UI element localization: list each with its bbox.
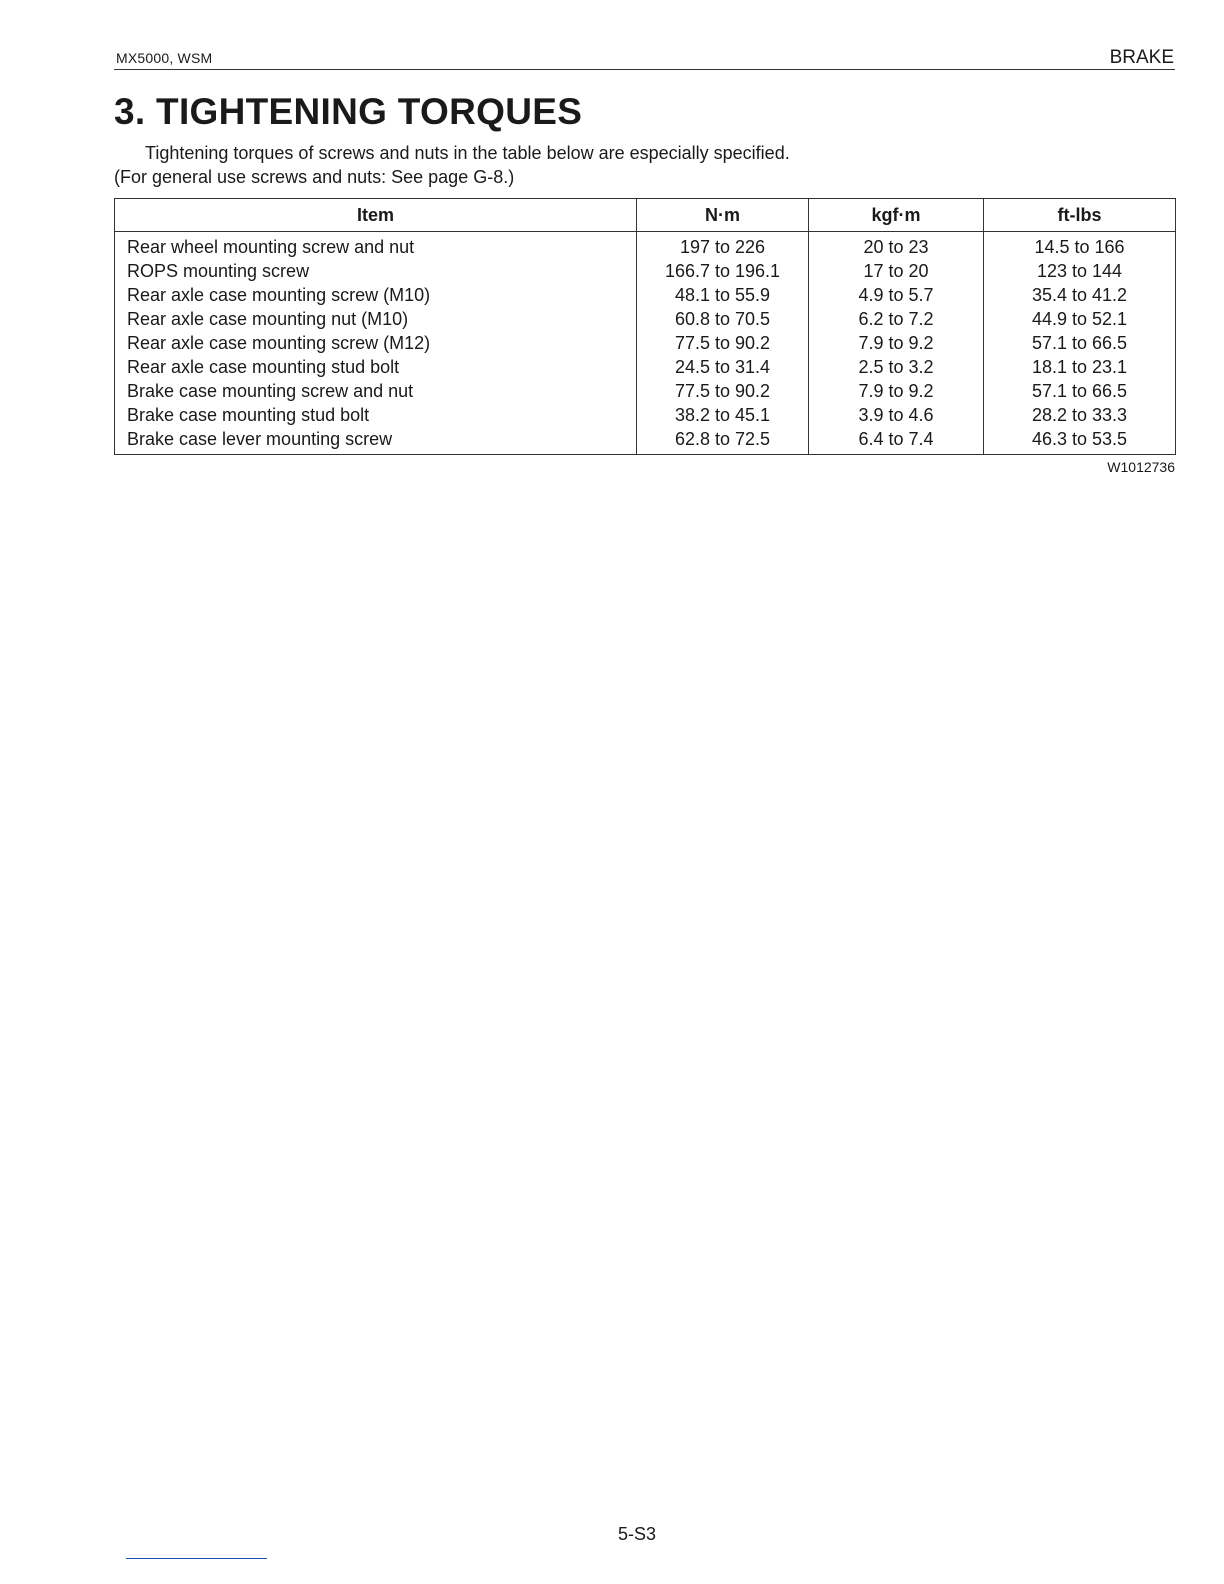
reference-code: W1012736 <box>1107 459 1175 475</box>
cell-item: Brake case lever mounting screw <box>115 427 637 455</box>
header-item: Item <box>115 199 637 232</box>
cell-kgfm: 4.9 to 5.7 <box>809 283 984 307</box>
cell-ftlbs: 28.2 to 33.3 <box>984 403 1176 427</box>
table-row <box>115 379 1176 403</box>
cell-kgfm: 6.4 to 7.4 <box>809 427 984 455</box>
cell-nm: 77.5 to 90.2 <box>637 379 809 403</box>
cell-nm: 60.8 to 70.5 <box>637 307 809 331</box>
table-row <box>115 403 1176 427</box>
table-row <box>115 283 1176 307</box>
cell-ftlbs: 46.3 to 53.5 <box>984 427 1176 455</box>
cell-item: ROPS mounting screw <box>115 259 637 283</box>
header-manual-name: MX5000, WSM <box>116 50 213 66</box>
cell-nm: 166.7 to 196.1 <box>637 259 809 283</box>
cell-item: Rear wheel mounting screw and nut <box>115 232 637 260</box>
cell-item: Brake case mounting stud bolt <box>115 403 637 427</box>
cell-item: Rear axle case mounting screw (M10) <box>115 283 637 307</box>
page-title: 3. TIGHTENING TORQUES <box>114 91 583 132</box>
header-ftlbs: ft-lbs <box>984 199 1176 232</box>
cell-ftlbs: 57.1 to 66.5 <box>984 331 1176 355</box>
table-row <box>115 259 1176 283</box>
table-header-row <box>115 199 1176 232</box>
cell-ftlbs: 14.5 to 166 <box>984 232 1176 260</box>
cell-kgfm: 3.9 to 4.6 <box>809 403 984 427</box>
cell-kgfm: 20 to 23 <box>809 232 984 260</box>
cell-ftlbs: 44.9 to 52.1 <box>984 307 1176 331</box>
cell-item: Brake case mounting screw and nut <box>115 379 637 403</box>
cell-ftlbs: 57.1 to 66.5 <box>984 379 1176 403</box>
table-row <box>115 331 1176 355</box>
header-nm: N·m <box>637 199 809 232</box>
cell-kgfm: 7.9 to 9.2 <box>809 379 984 403</box>
table-row <box>115 232 1176 260</box>
table-row <box>115 355 1176 379</box>
header-rule <box>114 69 1175 70</box>
intro-line-1: Tightening torques of screws and nuts in the table below are especially specified. <box>145 143 790 163</box>
table-row <box>115 307 1176 331</box>
cell-kgfm: 6.2 to 7.2 <box>809 307 984 331</box>
cell-kgfm: 17 to 20 <box>809 259 984 283</box>
cell-nm: 24.5 to 31.4 <box>637 355 809 379</box>
cell-item: Rear axle case mounting nut (M10) <box>115 307 637 331</box>
page-number: 5-S3 <box>617 1524 657 1544</box>
cell-kgfm: 7.9 to 9.2 <box>809 331 984 355</box>
table-row <box>115 427 1176 455</box>
torque-table <box>114 198 1176 455</box>
cell-nm: 62.8 to 72.5 <box>637 427 809 455</box>
cell-nm: 38.2 to 45.1 <box>637 403 809 427</box>
cell-ftlbs: 18.1 to 23.1 <box>984 355 1176 379</box>
header-kgfm: kgf·m <box>809 199 984 232</box>
cell-item: Rear axle case mounting stud bolt <box>115 355 637 379</box>
cell-nm: 48.1 to 55.9 <box>637 283 809 307</box>
cell-ftlbs: 123 to 144 <box>984 259 1176 283</box>
footer-rule <box>126 1558 267 1559</box>
cell-kgfm: 2.5 to 3.2 <box>809 355 984 379</box>
header-section-name: BRAKE <box>1109 47 1174 68</box>
cell-nm: 77.5 to 90.2 <box>637 331 809 355</box>
cell-item: Rear axle case mounting screw (M12) <box>115 331 637 355</box>
cell-nm: 197 to 226 <box>637 232 809 260</box>
cell-ftlbs: 35.4 to 41.2 <box>984 283 1176 307</box>
intro-line-2: (For general use screws and nuts: See page G-8.) <box>114 167 515 187</box>
